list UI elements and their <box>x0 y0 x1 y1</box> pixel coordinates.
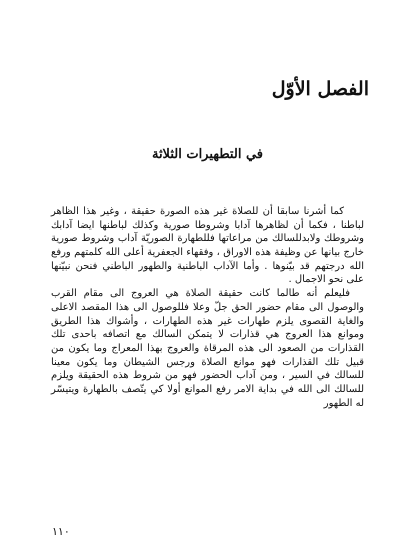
body-text <box>51 205 364 410</box>
paragraph-1: كما أشرنا سابقا أن للصلاة غير هذه الصورة حقيقة ، وغير هذا الظاهر لباطنا ، فكما أن لظاهرها آدابا وشروطا صورية وكذلك لباطنها ايضا آدابك وشروطك ولابدللسالك من مراعاتها فللطهارة الصوريّة آداب وشروط صورية خارج بيانها عن وظيفة هذه الاوراق ، وفقهاء الجعفرية أعلى الله كلمتهم ورفع الله درجتهم قد بيّنوها . وأما الآداب الباطنية والطهور الباطني فنحن نبيّنها على نحو الاجمال . <box>51 206 365 286</box>
section-title: في التطهيرات الثلاثة <box>151 147 264 162</box>
paragraph-2: فليعلم أنه طالما كانت حقيقة الصلاة هي العروج الى مقام القرب والوصول الى مقام حضور الحق جلّ وعلا فللوصول الى هذا المقصد الاعلى والغاية القصوى يلزم طهارات غير هذه الطهارات ، وأشواك هذا الطريق وموانع هذا العروج هي قذارات لا يتمكن السالك مع اتصافه باحدى تلك القذارات من الصعود الى هذه المرقاة والعروج بهذا المعراج وما يكون من قبيل تلك القذارات فهو موانع الصلاة ورجس الشيطان وما يكون معينا للسالك في السير ، ومن آداب الحضور فهو من شروط هذه الحقيقة ويلزم للسالك الى الله في بداية الامر رفع الموانع أولا كي يتّصف بالطهارة ويتيسّر له الطهور <box>51 288 364 409</box>
chapter-title: الفصل الأوّل <box>271 78 369 100</box>
page-number: ١١٠ <box>52 525 70 538</box>
